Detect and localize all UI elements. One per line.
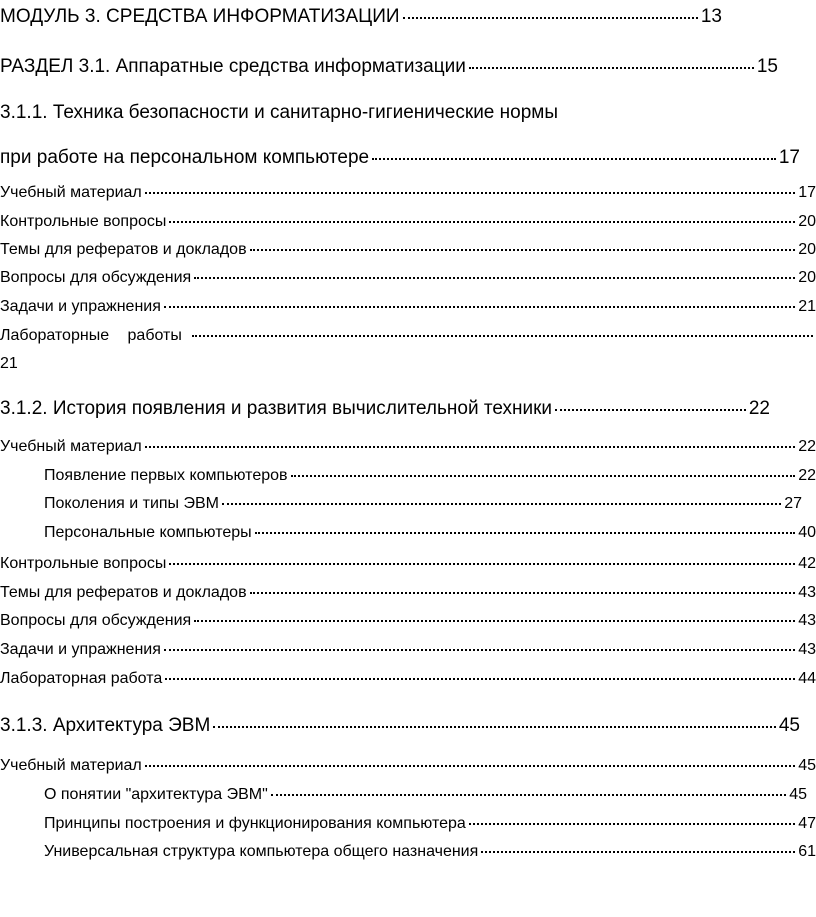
toc-entry-title: МОДУЛЬ 3. СРЕДСТВА ИНФОРМАТИЗАЦИИ: [0, 6, 400, 27]
dot-leader: [194, 620, 795, 622]
toc-topic-313[interactable]: [0, 715, 800, 737]
toc-item[interactable]: [0, 241, 816, 259]
dot-leader: [222, 503, 781, 505]
toc-item-page: 20: [798, 241, 816, 258]
toc-item-label: Задачи и упражнения: [0, 641, 161, 658]
toc-entry-page: 15: [756, 56, 778, 77]
toc-item[interactable]: [0, 555, 816, 573]
toc-entry-title: 3.1.3. Архитектура ЭВМ: [0, 715, 211, 736]
toc-item-page: 40: [798, 524, 816, 541]
toc-entry-page: 45: [778, 715, 800, 736]
toc-item-label: Появление первых компьютеров: [44, 467, 288, 484]
toc-item[interactable]: [0, 612, 816, 630]
toc-item[interactable]: [0, 438, 816, 456]
toc-item-page: 47: [798, 815, 816, 832]
toc-item-page: 44: [798, 670, 816, 687]
dot-leader: [250, 249, 796, 251]
toc-item-label: Темы для рефератов и докладов: [0, 241, 247, 258]
toc-item[interactable]: [0, 584, 816, 602]
dot-leader: [469, 823, 795, 825]
toc-item-label: Вопросы для обсуждения: [0, 269, 192, 286]
toc-item[interactable]: [0, 641, 816, 659]
toc-topic-312[interactable]: [0, 398, 770, 420]
toc-item-page: 45: [789, 786, 807, 803]
toc-item-label: Контрольные вопросы: [0, 555, 167, 572]
toc-item-page: 22: [798, 467, 816, 484]
toc-item-page: 43: [798, 584, 816, 601]
dot-leader: [291, 475, 796, 477]
dot-leader: [169, 221, 795, 223]
toc-entry-title: РАЗДЕЛ 3.1. Аппаратные средства информатизации: [0, 56, 466, 77]
toc-entry-section[interactable]: [0, 56, 778, 78]
toc-item-label: Лабораторные работы: [0, 327, 182, 344]
toc-item-label: Лабораторная работа: [0, 670, 163, 687]
toc-entry-title: при работе на персональном компьютере: [0, 147, 370, 168]
toc-item-page-wrapped: 21: [0, 355, 18, 372]
dot-leader: [164, 649, 795, 651]
toc-item[interactable]: [0, 269, 816, 287]
dot-leader: [192, 335, 813, 337]
toc-item[interactable]: [0, 213, 816, 231]
toc-item-page: 22: [798, 438, 816, 455]
toc-item-page: 43: [798, 612, 816, 629]
toc-topic-311-line1[interactable]: 3.1.1. Техника безопасности и санитарно-гигиенические нормы: [0, 102, 558, 123]
dot-leader: [165, 678, 795, 680]
toc-subitem[interactable]: [44, 786, 807, 804]
dot-leader: [250, 592, 796, 594]
toc-item-page: 20: [798, 269, 816, 286]
toc-item-label: Контрольные вопросы: [0, 213, 167, 230]
toc-entry-module[interactable]: [0, 6, 722, 28]
toc-item-page: 21: [798, 298, 816, 315]
toc-topic-311-line2[interactable]: [0, 147, 800, 169]
dot-leader: [481, 851, 795, 853]
dot-leader: [145, 446, 795, 448]
toc-item-label: Принципы построения и функционирования компьютера: [44, 815, 466, 832]
toc-item-page: 61: [798, 843, 816, 860]
dot-leader: [194, 277, 795, 279]
toc-subitem[interactable]: [44, 524, 816, 542]
toc-item-label: Вопросы для обсуждения: [0, 612, 192, 629]
toc-entry-page: 13: [700, 6, 722, 27]
toc-subitem[interactable]: [44, 843, 816, 861]
toc-item-page: 17: [798, 184, 816, 201]
dot-leader: [555, 409, 746, 411]
toc-item-label: Поколения и типы ЭВМ: [44, 495, 219, 512]
toc-subitem[interactable]: [44, 467, 816, 485]
toc-item-label: Задачи и упражнения: [0, 298, 161, 315]
toc-item-label: Универсальная структура компьютера общего назначения: [44, 843, 479, 860]
dot-leader: [469, 67, 754, 69]
dot-leader: [255, 532, 796, 534]
toc-item-label: Персональные компьютеры: [44, 524, 252, 541]
toc-item[interactable]: [0, 670, 816, 688]
toc-entry-page: 17: [778, 147, 800, 168]
toc-item-label: Учебный материал: [0, 184, 142, 201]
toc-item-page: 27: [784, 495, 802, 512]
dot-leader: [145, 192, 795, 194]
dot-leader: [169, 563, 795, 565]
toc-item[interactable]: [0, 298, 816, 316]
toc-item-page: 42: [798, 555, 816, 572]
toc-item[interactable]: [0, 757, 816, 775]
dot-leader: [403, 17, 698, 19]
toc-item[interactable]: [0, 184, 816, 202]
toc-item-page: 20: [798, 213, 816, 230]
toc-item-label: Учебный материал: [0, 757, 142, 774]
dot-leader: [164, 306, 795, 308]
toc-subitem[interactable]: [44, 815, 816, 833]
toc-entry-page: 22: [748, 398, 770, 419]
dot-leader: [271, 794, 786, 796]
toc-item-label: Учебный материал: [0, 438, 142, 455]
toc-item-label: О понятии "архитектура ЭВМ": [44, 786, 268, 803]
dot-leader: [213, 726, 776, 728]
toc-entry-title: 3.1.2. История появления и развития вычислительной техники: [0, 398, 553, 419]
toc-item-label: Темы для рефератов и докладов: [0, 584, 247, 601]
dot-leader: [372, 158, 776, 160]
toc-item-page: 43: [798, 641, 816, 658]
dot-leader: [145, 765, 795, 767]
toc-subitem[interactable]: [44, 495, 802, 513]
toc-item-lab-works[interactable]: [0, 327, 816, 345]
toc-item-page: 45: [798, 757, 816, 774]
